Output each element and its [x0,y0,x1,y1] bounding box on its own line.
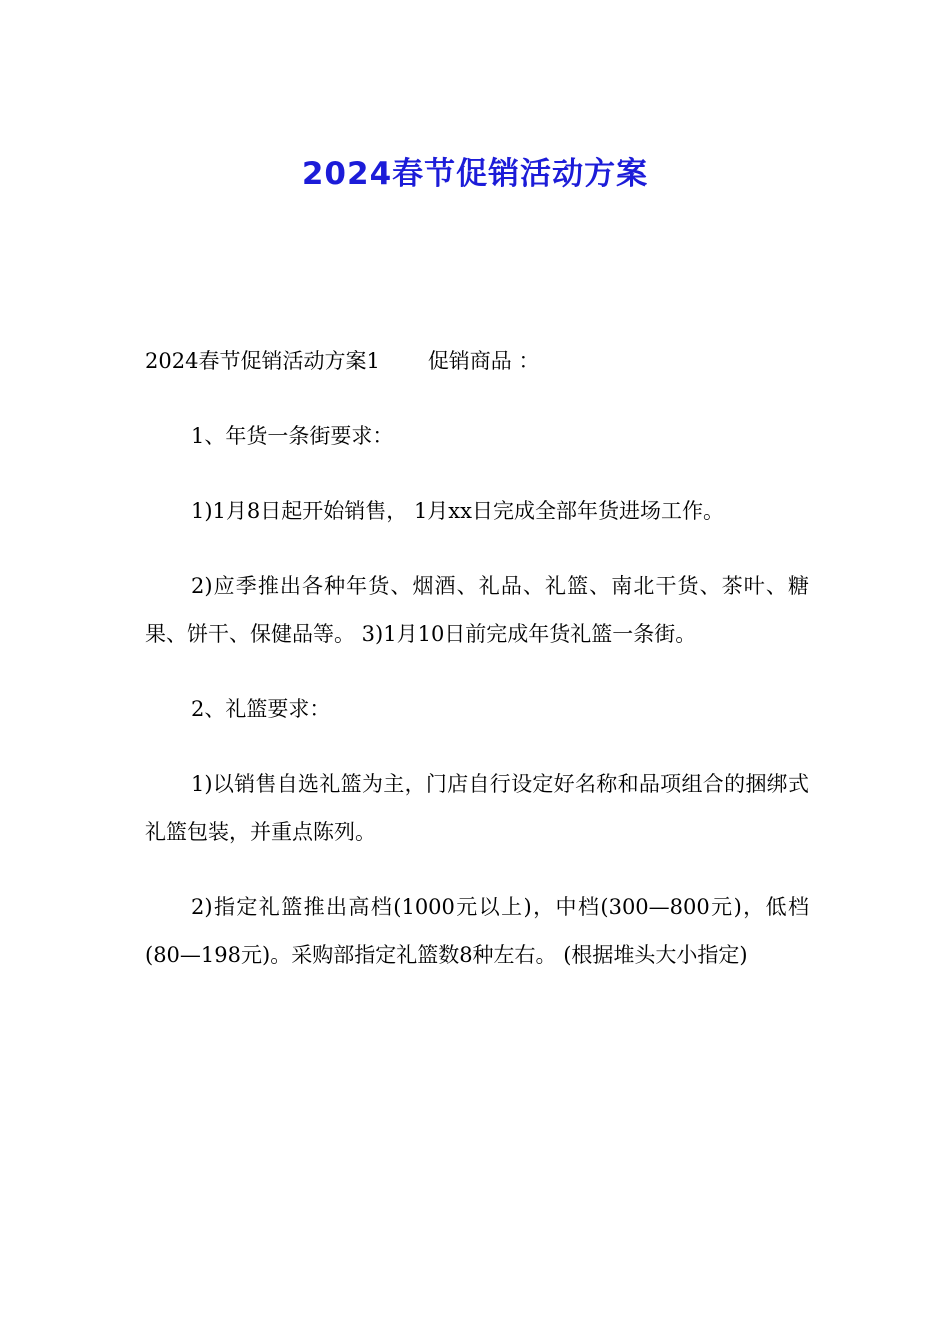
paragraph: 1)以销售自选礼篮为主，门店自行设定好名称和品项组合的捆绑式礼篮包装，并重点陈列。 [145,772,809,844]
paragraph: 1)1月8日起开始销售， 1月xx日完成全部年货进场工作。 [191,499,724,523]
paragraph: 1、年货一条街要求： [191,424,394,448]
document-title: 2024春节促销活动方案 [301,155,649,192]
paragraph: 2)应季推出各种年货、烟酒、礼品、礼篮、南北干货、茶叶、糖果、饼干、保健品等。 3)1月10日前完成年货礼篮一条街。 [145,574,809,646]
document-body [145,337,809,1006]
paragraph: 2、礼篮要求： [191,697,331,721]
intro-line [145,337,809,385]
intro-heading: 2024春节促销活动方案1 [145,349,380,373]
paragraph: 2)指定礼篮推出高档(1000元以上)，中档(300—800元)，低档(80—198元)。采购部指定礼篮数8种左右。 (根据堆头大小指定) [145,895,809,967]
intro-subheading: 促销商品 ： [427,349,540,373]
